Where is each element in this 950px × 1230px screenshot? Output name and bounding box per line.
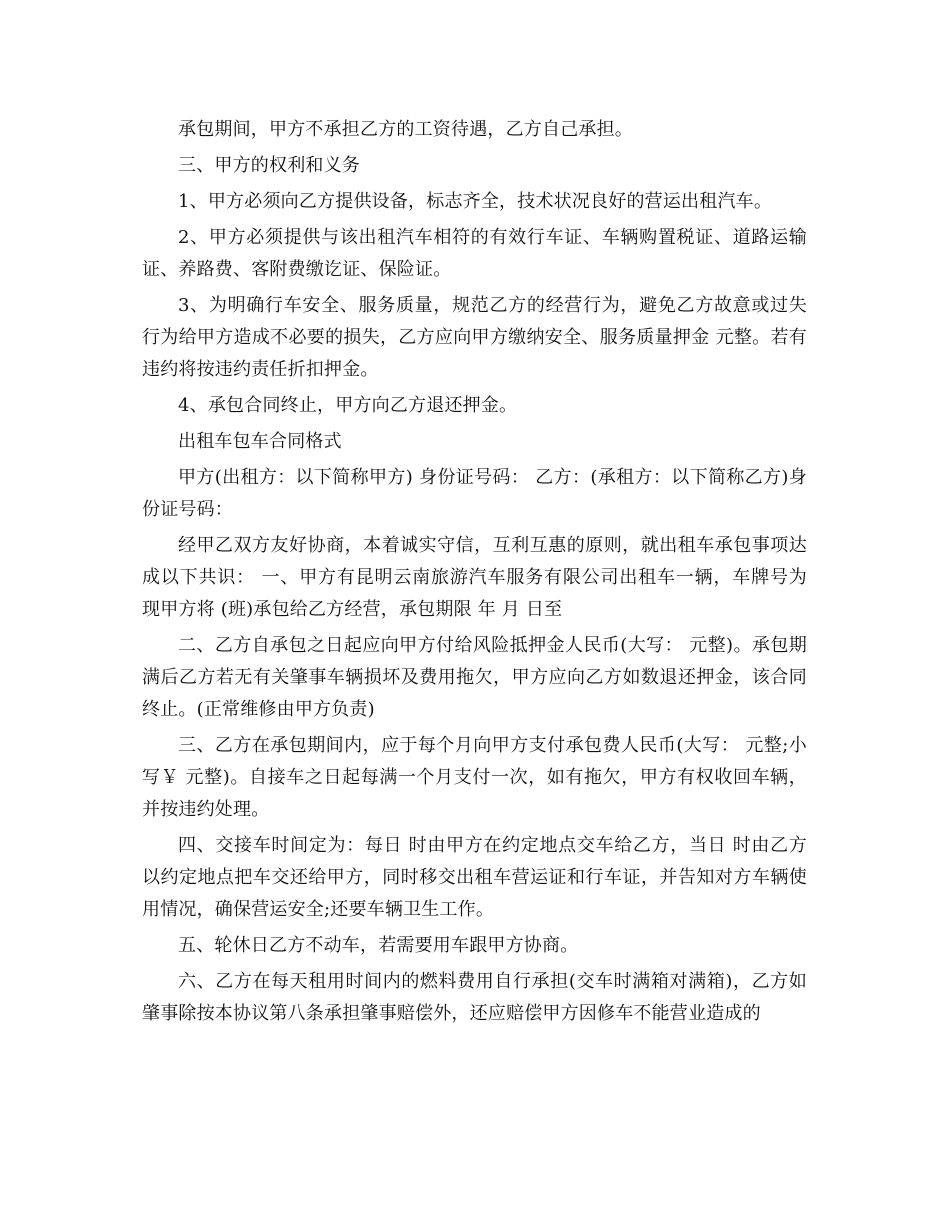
article-6-fuel-costs: 六、乙方在每天租用时间内的燃料费用自行承担(交车时满箱对满箱)，乙方如肇事除按本协议第八条承担肇事赔偿外，还应赔偿甲方因修车不能营业造成的 (142, 971, 807, 1024)
parties-identification: 甲方(出租方：以下简称甲方) 身份证号码： 乙方：(承租方：以下简称乙方)身份证号码： (142, 467, 807, 520)
article-4-handover: 四、交接车时间定为：每日 时由甲方在约定地点交车给乙方，当日 时由乙方以约定地点把车交还给甲方，同时移交出租车营运证和行车证，并告知对方车辆使用情况，确保营运安全;还要车辆卫生工作。 (142, 835, 807, 920)
clause-2-certificates: 2、甲方必须提供与该出租汽车相符的有效行车证、车辆购置税证、道路运输证、养路费、客附费缴讫证、保险证。 (142, 227, 807, 280)
clause-4-termination: 4、承包合同终止，甲方向乙方退还押金。 (178, 395, 518, 416)
section-heading-rights-obligations: 三、甲方的权利和义务 (178, 155, 360, 176)
article-2-risk-deposit: 二、乙方自承包之日起应向甲方付给风险抵押金人民币(大写： 元整)。承包期满后乙方若无有关肇事车辆损坏及费用拖欠，甲方应向乙方如数退还押金，该合同终止。(正常维修由甲方负责) (142, 635, 807, 720)
article-3-monthly-fee: 三、乙方在承包期间内，应于每个月向甲方支付承包费人民币(大写： 元整;小写￥ 元整)。自接车之日起每满一个月支付一次，如有拖欠，甲方有权收回车辆，并按违约处理。 (142, 735, 807, 820)
clause-1-equipment: 1、甲方必须向乙方提供设备，标志齐全，技术状况良好的营运出租汽车。 (178, 191, 773, 212)
agreement-intro: 经甲乙双方友好协商，本着诚实守信，互利互惠的原则，就出租车承包事项达成以下共识： 一、甲方有昆明云南旅游汽车服务有限公司出租车一辆，车牌号为 现甲方将 (班)承包给乙方经营，承包期限 年 月 日至 (142, 535, 807, 620)
document-body (142, 114, 807, 1034)
article-5-rest-day: 五、轮休日乙方不动车，若需要用车跟甲方协商。 (178, 935, 579, 956)
clause-3-deposit: 3、为明确行车安全、服务质量，规范乙方的经营行为，避免乙方故意或过失行为给甲方造成不必要的损失，乙方应向甲方缴纳安全、服务质量押金 元整。若有违约将按违约责任折扣押金。 (142, 295, 807, 380)
contract-format-title: 出租车包车合同格式 (178, 431, 342, 452)
paragraph-wage: 承包期间，甲方不承担乙方的工资待遇，乙方自己承担。 (178, 119, 633, 140)
